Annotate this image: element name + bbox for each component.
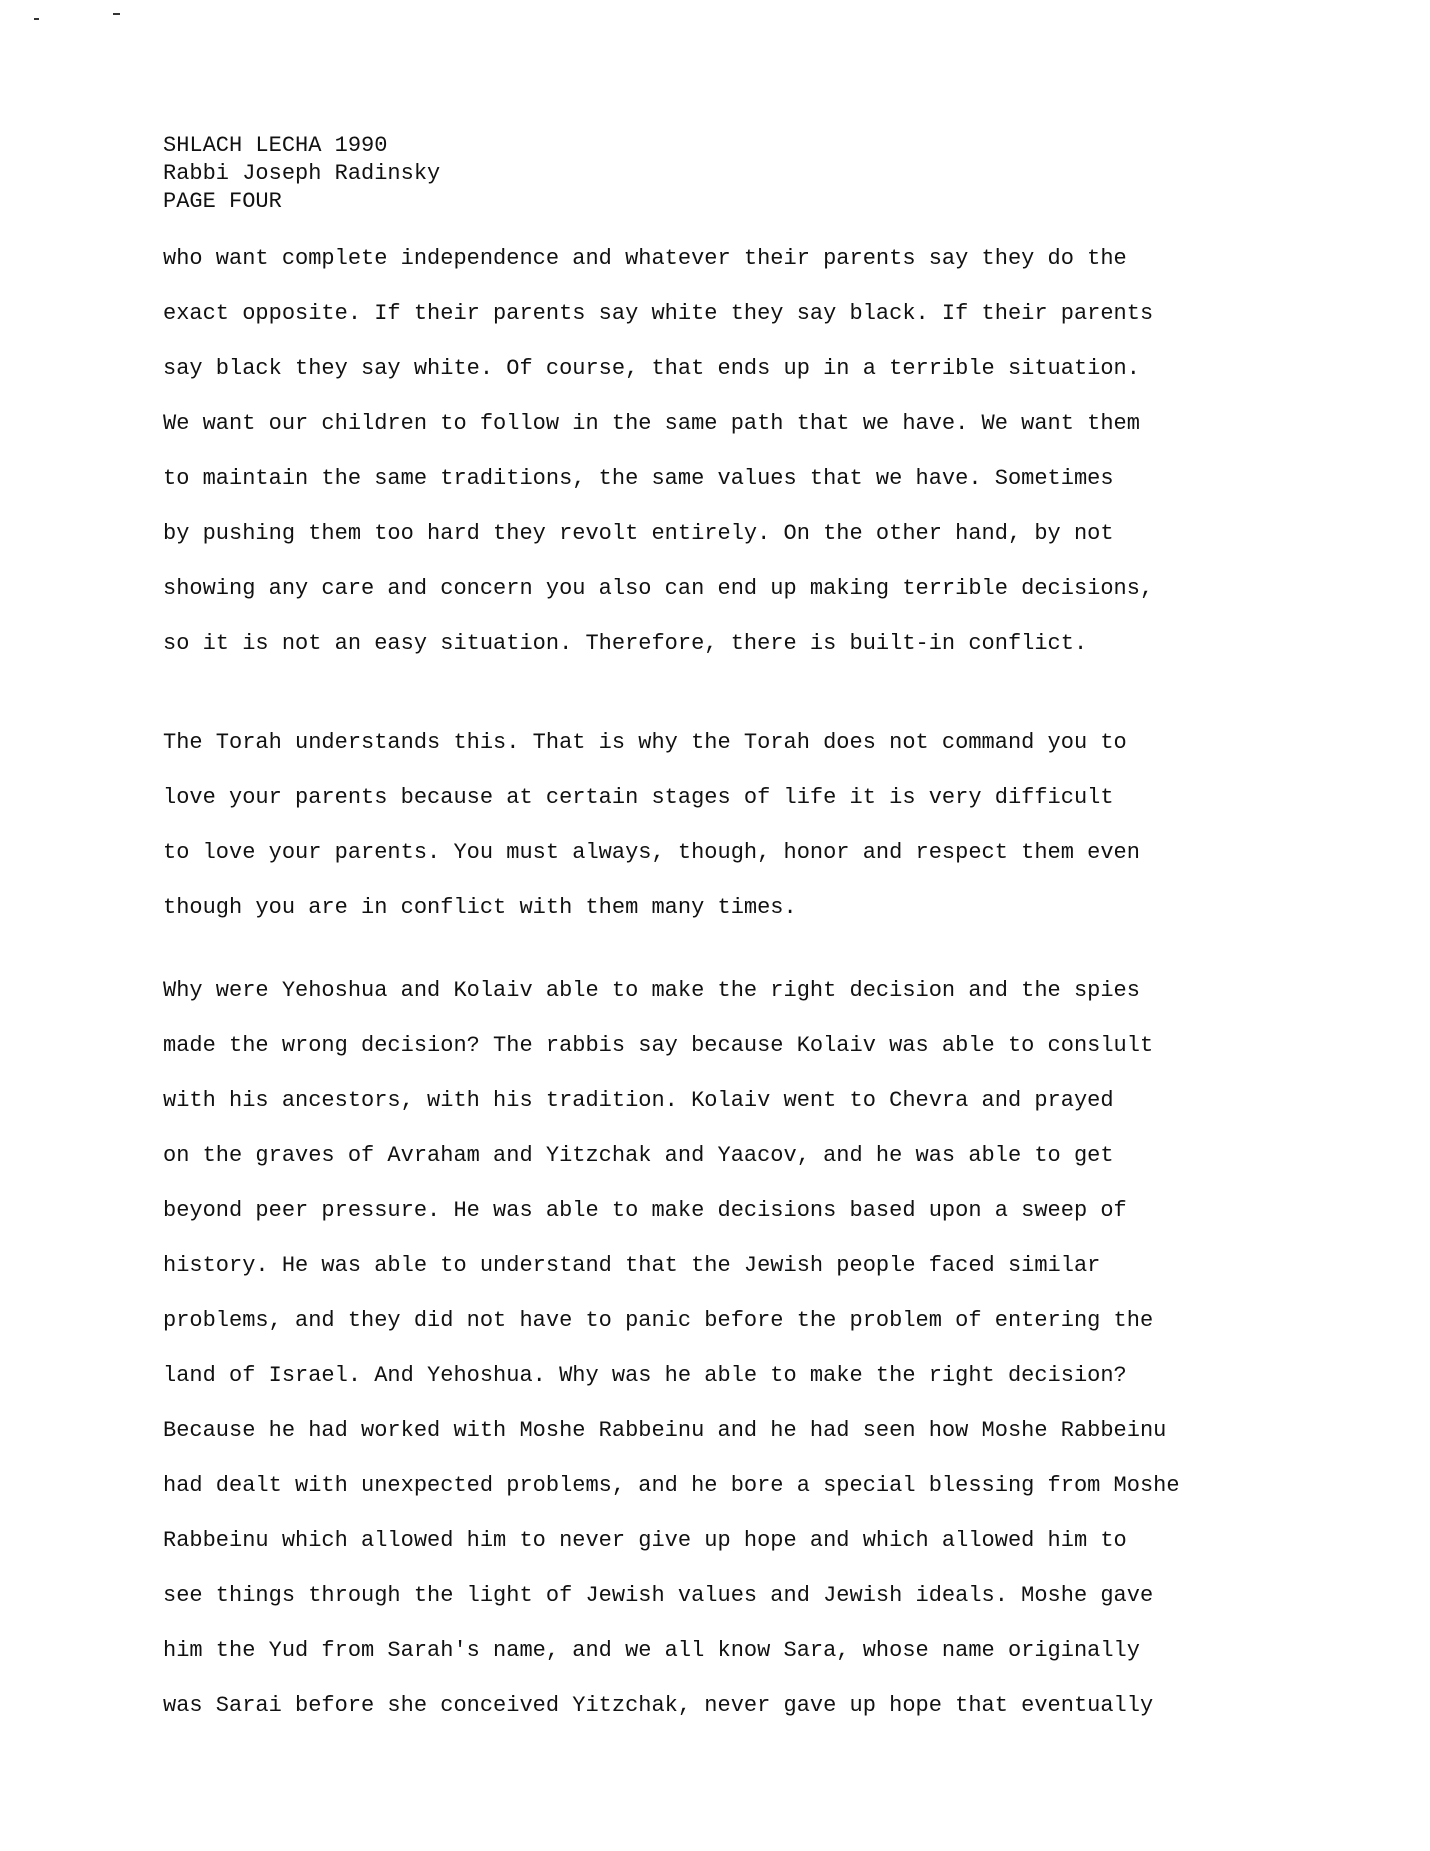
text-line: him the Yud from Sarah's name, and we all know Sara, whose name originally	[163, 1638, 1140, 1663]
text-line: was Sarai before she conceived Yitzchak, never gave up hope that eventually	[163, 1693, 1154, 1718]
text-line: with his ancestors, with his tradition. Kolaiv went to Chevra and prayed	[163, 1088, 1114, 1113]
text-line: see things through the light of Jewish values and Jewish ideals. Moshe gave	[163, 1583, 1154, 1608]
text-line: history. He was able to understand that the Jewish people faced similar	[163, 1253, 1101, 1278]
text-line: showing any care and concern you also can end up making terrible decisions,	[163, 576, 1154, 601]
text-line: made the wrong decision? The rabbis say because Kolaiv was able to conslult	[163, 1033, 1154, 1058]
text-line: Why were Yehoshua and Kolaiv able to make the right decision and the spies	[163, 978, 1140, 1003]
text-line: who want complete independence and whatever their parents say they do the	[163, 246, 1127, 271]
paragraph-2	[163, 715, 1243, 935]
paragraph-1	[163, 231, 1243, 671]
text-line: exact opposite. If their parents say white they say black. If their parents	[163, 301, 1154, 326]
text-line: The Torah understands this. That is why the Torah does not command you to	[163, 730, 1127, 755]
paragraph-3	[163, 963, 1243, 1733]
text-line: We want our children to follow in the same path that we have. We want them	[163, 411, 1140, 436]
text-line: to maintain the same traditions, the same values that we have. Sometimes	[163, 466, 1114, 491]
text-line: to love your parents. You must always, though, honor and respect them even	[163, 840, 1140, 865]
text-line: had dealt with unexpected problems, and he bore a special blessing from Moshe	[163, 1473, 1180, 1498]
document-title: SHLACH LECHA 1990	[163, 133, 388, 158]
document-header	[163, 132, 440, 216]
document-author: Rabbi Joseph Radinsky	[163, 161, 441, 186]
text-line: land of Israel. And Yehoshua. Why was he able to make the right decision?	[163, 1363, 1127, 1388]
text-line: love your parents because at certain stages of life it is very difficult	[163, 785, 1114, 810]
text-line: Because he had worked with Moshe Rabbeinu and he had seen how Moshe Rabbeinu	[163, 1418, 1167, 1443]
text-line: beyond peer pressure. He was able to make decisions based upon a sweep of	[163, 1198, 1127, 1223]
text-line: though you are in conflict with them many times.	[163, 895, 797, 920]
scan-speck	[34, 18, 39, 20]
scan-speck	[113, 13, 120, 15]
text-line: by pushing them too hard they revolt entirely. On the other hand, by not	[163, 521, 1114, 546]
text-line: so it is not an easy situation. Therefore, there is built-in conflict.	[163, 631, 1088, 656]
text-line: problems, and they did not have to panic before the problem of entering the	[163, 1308, 1154, 1333]
text-line: say black they say white. Of course, that ends up in a terrible situation.	[163, 356, 1140, 381]
text-line: Rabbeinu which allowed him to never give up hope and which allowed him to	[163, 1528, 1127, 1553]
page-label: PAGE FOUR	[163, 189, 282, 214]
text-line: on the graves of Avraham and Yitzchak and Yaacov, and he was able to get	[163, 1143, 1114, 1168]
